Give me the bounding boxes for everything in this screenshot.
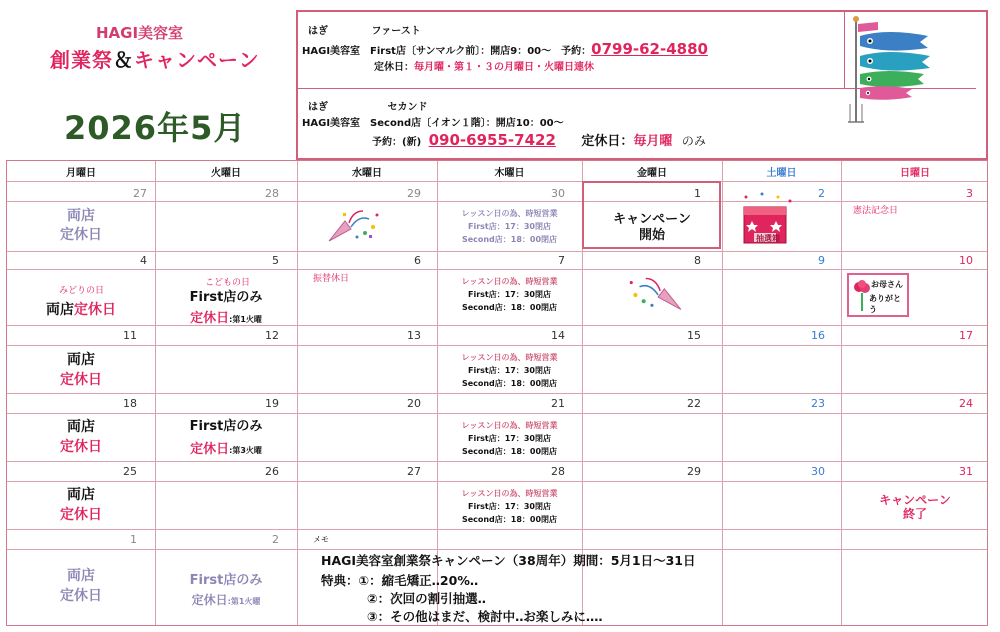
- may5-first-tue: :第1火曜: [229, 315, 262, 324]
- may7-lesson-second: Second店：18：00閉店: [461, 303, 558, 312]
- jun2-first-tue: :第1火曜: [227, 597, 261, 606]
- date-may9: 9: [818, 254, 825, 267]
- memo-label: メモ: [313, 535, 329, 544]
- may5-closed-label: 定休日: [190, 311, 230, 326]
- jun2-closed-label: 定休日: [191, 593, 228, 607]
- may14-lesson-title: レッスン日の為、時短営業: [461, 353, 558, 362]
- card-text-b: ありがとう: [869, 294, 901, 314]
- may21-lesson-title: レッスン日の為、時短営業: [461, 421, 558, 430]
- date-may1: 1: [694, 187, 701, 200]
- date-may19: 19: [265, 397, 279, 410]
- date-may21: 21: [551, 397, 565, 410]
- second-closed-label: 定休日：: [581, 134, 634, 149]
- memo-line-3: ②：次回の割引抽選‥: [367, 591, 486, 606]
- date-may15: 15: [687, 329, 701, 342]
- second-furigana-b: セカンド: [387, 102, 428, 113]
- date-may6: 6: [414, 254, 421, 267]
- date-may14: 14: [551, 329, 565, 342]
- date-may28: 28: [551, 465, 565, 478]
- apr30-lesson-title: レッスン日の為、時短営業: [461, 209, 558, 218]
- may28-lesson-second: Second店：18：00閉店: [461, 515, 558, 524]
- date-apr27: 27: [133, 187, 147, 200]
- date-jun1: 1: [130, 533, 137, 546]
- date-may24: 24: [959, 397, 973, 410]
- weekday-tue: 火曜日: [211, 168, 241, 179]
- info-divider-v: [844, 12, 845, 88]
- may25-both-stores: 両店: [67, 487, 95, 503]
- second-reserve-line: [372, 130, 706, 149]
- campaign-start-highlight: [582, 181, 721, 249]
- date-may25: 25: [123, 465, 137, 478]
- first-furigana: [308, 22, 421, 37]
- may14-lesson-second: Second店：18：00閉店: [461, 379, 558, 388]
- weekday-thu: 木曜日: [494, 168, 525, 179]
- calendar-grid: [6, 160, 988, 626]
- jun2-closed: [155, 589, 297, 608]
- may18-both-stores: 両店: [67, 419, 95, 435]
- campaign-title: [50, 44, 260, 73]
- koinobori-icon: [848, 14, 944, 124]
- memo-line-1: HAGI美容室創業祭キャンペーン（38周年）期間：5月1日〜31日: [321, 553, 696, 568]
- date-may10: 10: [959, 254, 973, 267]
- may11-closed: 定休日: [60, 372, 102, 388]
- campaign-end-b: 終了: [902, 507, 927, 521]
- card-text-a: お母さん: [871, 280, 903, 289]
- mothers-day-card: [847, 273, 909, 317]
- may7-lesson-title: レッスン日の為、時短営業: [461, 277, 558, 286]
- date-may22: 22: [687, 397, 701, 410]
- date-may23: 23: [811, 397, 825, 410]
- may19-closed-label: 定休日: [190, 442, 230, 457]
- may21-lesson-first: First店：17：30閉店: [467, 434, 551, 443]
- date-may30: 30: [811, 465, 825, 478]
- date-may2: 2: [818, 187, 825, 200]
- first-furigana-a: はぎ: [308, 26, 328, 37]
- weekday-sun: 日曜日: [900, 168, 930, 179]
- may21-lesson-second: Second店：18：00閉店: [461, 447, 558, 456]
- may4-closed-label: 定休日: [74, 302, 116, 318]
- campaign-start-b: 開始: [638, 228, 665, 243]
- date-may5: 5: [272, 254, 279, 267]
- date-may31: 31: [959, 465, 973, 478]
- date-may4: 4: [140, 254, 147, 267]
- first-store-desc: HAGI美容室 First店〔サンマルク前〕：開店9：00〜 予約：: [302, 46, 592, 57]
- month-title: 2026年5月: [64, 109, 247, 147]
- may28-lesson-title: レッスン日の為、時短営業: [461, 489, 558, 498]
- may4-closed: [7, 299, 155, 319]
- apr30-lesson-second: Second店：18：00閉店: [461, 235, 558, 244]
- campaign-title-a: 創業祭: [50, 48, 113, 72]
- may4-both-stores: 両店: [46, 302, 74, 318]
- second-furigana: [308, 98, 427, 113]
- apr27-both-stores: 両店: [67, 208, 95, 224]
- second-reserve-label: 予約：(新): [372, 137, 422, 148]
- jun1-closed: 定休日: [60, 588, 102, 604]
- may28-lesson-first: First店：17：30閉店: [467, 502, 551, 511]
- second-closed-value: 毎月曜: [633, 134, 673, 149]
- date-may11: 11: [123, 329, 137, 342]
- may7-lesson-first: First店：17：30閉店: [467, 290, 551, 299]
- second-furigana-a: はぎ: [308, 102, 328, 113]
- date-may26: 26: [265, 465, 279, 478]
- salon-name: HAGI美容室: [96, 24, 184, 42]
- midori-no-hi: みどりの日: [59, 286, 105, 296]
- party-popper-icon: [325, 207, 385, 247]
- date-may29: 29: [687, 465, 701, 478]
- date-may20: 20: [407, 397, 421, 410]
- campaign-title-amp: ＆: [113, 48, 134, 72]
- date-apr30: 30: [551, 187, 565, 200]
- may25-closed: 定休日: [60, 507, 102, 523]
- furikae-kyujitsu: 振替休日: [313, 274, 350, 284]
- date-may27: 27: [407, 465, 421, 478]
- second-store-line: HAGI美容室 Second店〔イオン１階〕：開店10：00〜: [302, 118, 564, 129]
- date-may18: 18: [123, 397, 137, 410]
- date-may13: 13: [407, 329, 421, 342]
- date-may12: 12: [265, 329, 279, 342]
- campaign-start-a: キャンペーン: [613, 212, 691, 227]
- lottery-label: 抽選箱: [756, 234, 780, 243]
- may14-lesson-first: First店：17：30閉店: [467, 366, 551, 375]
- may11-both-stores: 両店: [67, 352, 95, 368]
- weekday-mon: 月曜日: [66, 168, 96, 179]
- first-closed-line: [374, 58, 594, 73]
- header-title-area: [0, 0, 296, 160]
- apr30-lesson-first: First店：17：30閉店: [467, 222, 551, 231]
- memo-line-4: ③：その他はまだ、検討中‥お楽しみに‥‥: [367, 609, 603, 624]
- may5-first-only: First店のみ: [189, 290, 263, 305]
- second-store-tel[interactable]: 090-6955-7422: [428, 131, 556, 149]
- apr27-closed: 定休日: [60, 227, 102, 243]
- date-apr29: 29: [407, 187, 421, 200]
- first-closed-value: 毎月曜・第１・３の月曜日・火曜日連休: [414, 62, 594, 73]
- may19-third-tue: :第3火曜: [229, 446, 262, 455]
- jun2-first-only: First店のみ: [189, 573, 263, 588]
- date-may17: 17: [959, 329, 973, 342]
- jun1-both-stores: 両店: [67, 568, 95, 584]
- first-closed-label: 定休日：: [374, 62, 414, 73]
- weekday-fri: 金曜日: [637, 168, 667, 179]
- may18-closed: 定休日: [60, 439, 102, 455]
- kodomo-no-hi: こどもの日: [205, 278, 251, 288]
- first-store-line: [302, 40, 708, 58]
- may5-closed: [155, 307, 297, 326]
- weekday-wed: 水曜日: [352, 168, 382, 179]
- date-may16: 16: [811, 329, 825, 342]
- date-jun2: 2: [272, 533, 279, 546]
- campaign-title-b: キャンペーン: [134, 48, 260, 72]
- second-closed-suffix: のみ: [681, 134, 706, 148]
- may19-closed: [155, 438, 297, 457]
- memo-line-2: 特典：①：縮毛矯正‥20%‥: [321, 573, 479, 588]
- campaign-end-a: キャンペーン: [879, 493, 951, 507]
- date-may7: 7: [558, 254, 565, 267]
- date-apr28: 28: [265, 187, 279, 200]
- kenpo-kinenbi: 憲法記念日: [853, 206, 899, 216]
- first-furigana-b: ファースト: [371, 26, 421, 37]
- weekday-sat: 土曜日: [766, 168, 797, 179]
- first-store-tel[interactable]: 0799-62-4880: [591, 40, 708, 58]
- party-popper-icon-2: [623, 273, 685, 317]
- may19-first-only: First店のみ: [189, 419, 263, 434]
- date-may3: 3: [966, 187, 973, 200]
- date-may8: 8: [694, 254, 701, 267]
